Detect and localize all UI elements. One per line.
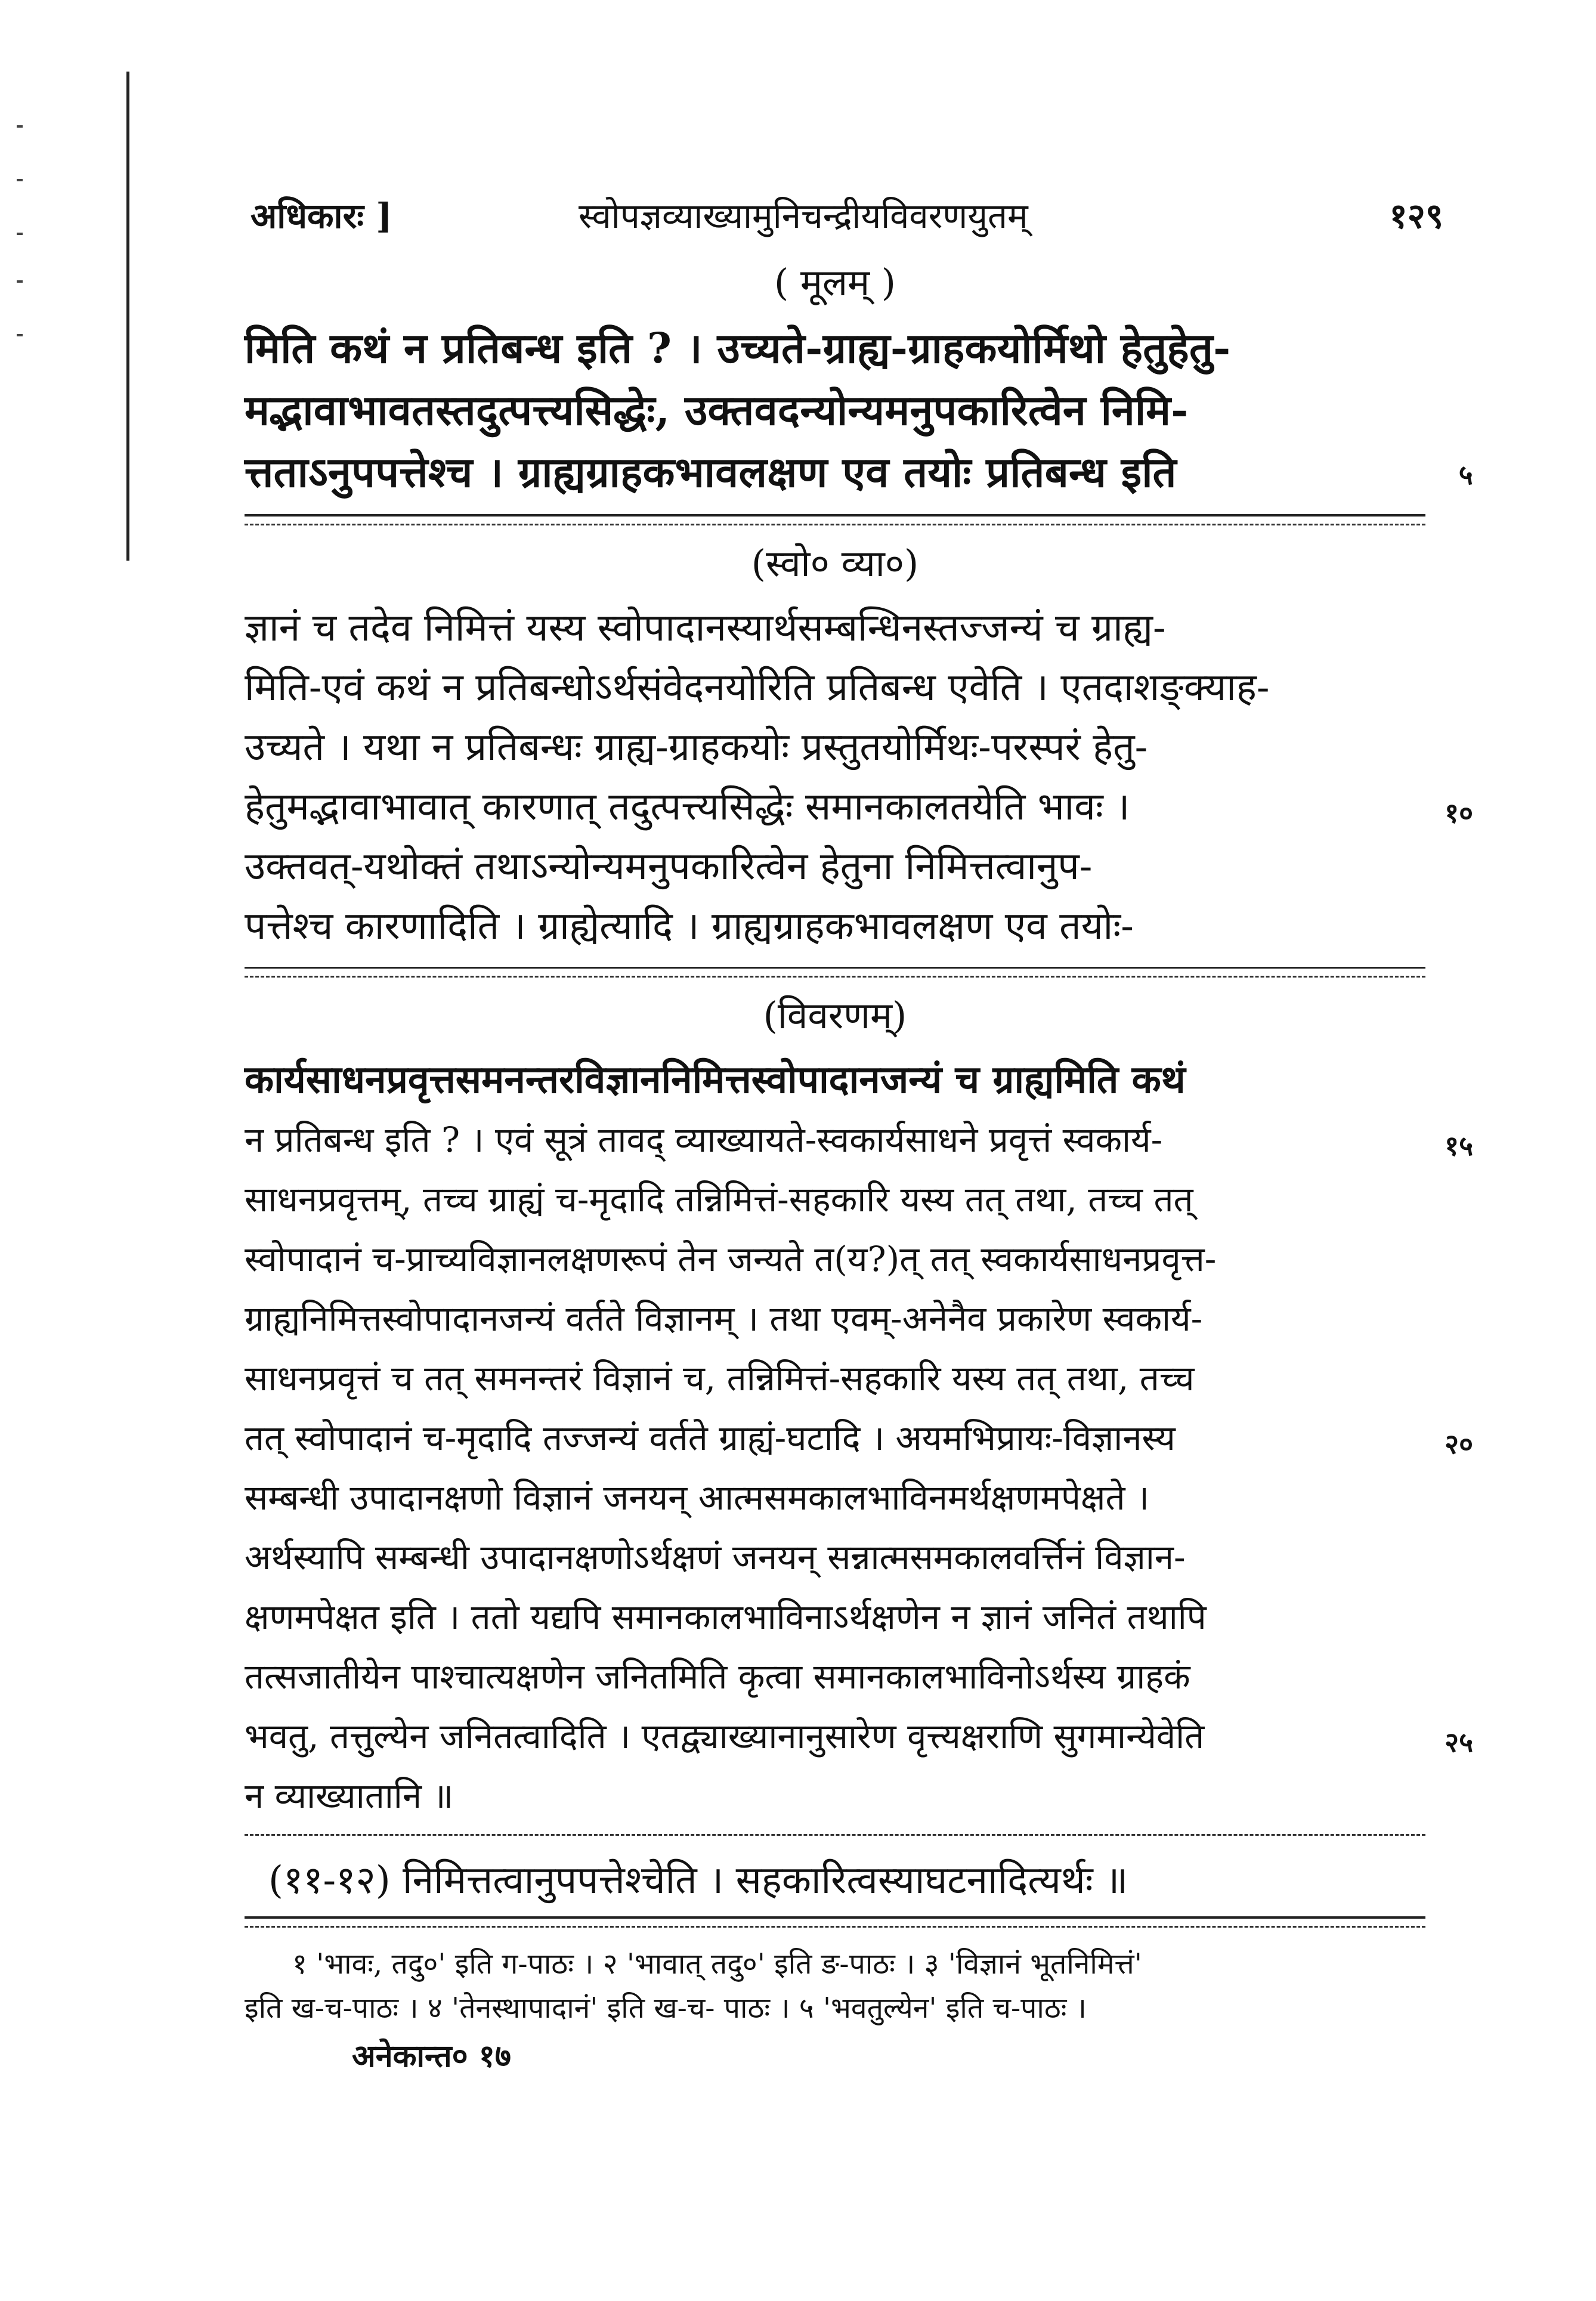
section-divider-dotted [245, 524, 1425, 525]
margin-mark [17, 334, 23, 336]
signature-mark: अनेकान्त० १७ [352, 2038, 511, 2074]
text-line: क्षणमपेक्षत इति । ततो यद्यपि समानकालभाविनाऽर्थक्षणेन न ज्ञानं जनितं तथापि [245, 1597, 1207, 1637]
text-line: ग्राह्यनिमित्तस्वोपादानजन्यं वर्तते विज्ञानम् । तथा एवम्-अनेनैव प्रकारेण स्वकार्य- [245, 1298, 1203, 1339]
line-number: १० [1445, 797, 1473, 829]
text-line [245, 1110, 1473, 1170]
margin-mark [17, 179, 23, 181]
page-number: १२९ [1389, 196, 1443, 236]
book-title: स्वोपज्ञव्याख्यामुनिचन्द्रीयविवरणयुतम् [579, 196, 1028, 236]
footnote-divider [245, 1916, 1425, 1919]
text-line: मिति कथं न प्रतिबन्ध इति ? । उच्यते-ग्राह्य-ग्राहकयोर्मिथो हेतुहेतु- [245, 323, 1231, 373]
line-number: १५ [1445, 1130, 1473, 1162]
line-number: २५ [1445, 1726, 1473, 1758]
text-line: साधनप्रवृत्तं च तत् समनन्तरं विज्ञानं च, तन्निमित्तं-सहकारि यस्य तत् तथा, तच्च [245, 1358, 1195, 1399]
text-line: उच्यते । यथा न प्रतिबन्धः ग्राह्य-ग्राहकयोः प्रस्तुतयोर्मिथः-परस्परं हेतु- [245, 725, 1148, 769]
line-text: भवतु, तत्तुल्येन जनितत्वादिति । एतद्व्याख्यानानुसारेण वृत्त्यक्षराणि सुगमान्येवेति [245, 1716, 1205, 1756]
text-line: साधनप्रवृत्तम्, तच्च ग्राह्यं च-मृदादि तन्निमित्तं-सहकारि यस्य तत् तथा, तच्च तत् [245, 1179, 1193, 1220]
margin-mark [17, 280, 23, 283]
text-line [245, 441, 1473, 503]
section-divider-dotted [245, 1834, 1425, 1836]
page [245, 179, 1473, 2076]
footnote-line: १ 'भावः, तदु०' इति ग-पाठः । २ 'भावात् तदु०' इति ङ-पाठः । ३ 'विज्ञानं भूतनिमित्तं' [292, 1947, 1142, 1981]
line-text: त्तताऽनुपपत्तेश्च । ग्राह्यग्राहकभावलक्षण एव तयोः प्रतिबन्ध इति [245, 447, 1177, 497]
vivarana-text [245, 1050, 1473, 1826]
footnote-divider-dotted [245, 1926, 1425, 1928]
margin-mark [17, 125, 23, 128]
line-text: हेतुमद्भावाभावात् कारणात् तदुत्पत्त्यसिद्धेः समानकालतयेति भावः । [245, 785, 1130, 829]
line-text: तत् स्वोपादानं च-मृदादि तज्जन्यं वर्तते ग्राह्यं-घटादि । अयमभिप्रायः-विज्ञानस्य [245, 1418, 1176, 1458]
text-line: स्वोपादानं च-प्राच्यविज्ञानलक्षणरूपं तेन जन्यते त(य?)त् तत् स्वकार्यसाधनप्रवृत्त- [245, 1239, 1217, 1279]
text-line: ज्ञानं च तदेव निमित्तं यस्य स्वोपादानस्यार्थसम्बन्धिनस्तज्जन्यं च ग्राह्य- [245, 606, 1166, 650]
margin-rule [126, 72, 129, 561]
mula-text [245, 317, 1473, 503]
vivarana-heading: (विवरणम्) [763, 994, 907, 1037]
text-line [245, 1706, 1473, 1766]
text-line: मिति-एवं कथं न प्रतिबन्धोऽर्थसंवेदनयोरिति प्रतिबन्ध एवेति । एतदाशङ्क्याह- [245, 666, 1270, 710]
section-divider [245, 967, 1425, 969]
reference-note: (११-१२) निमित्तत्वानुपपत्तेश्चेति । सहकारित्वस्याघटनादित्यर्थः ॥ [268, 1858, 1128, 1903]
line-text: न प्रतिबन्ध इति ? । एवं सूत्रं तावद् व्याख्यायते-स्वकार्यसाधने प्रवृत्तं स्वकार्य- [245, 1119, 1163, 1160]
footnotes [245, 1942, 1425, 2030]
text-line: उक्तवत्-यथोक्तं तथाऽन्योन्यमनुपकारित्वेन हेतुना निमित्तत्वानुप- [245, 845, 1093, 889]
vyakhya-text [245, 598, 1473, 956]
text-line: तत्सजातीयेन पाश्चात्यक्षणेन जनितमिति कृत्वा समानकालभाविनोऽर्थस्य ग्राहकं [245, 1656, 1190, 1697]
vyakhya-heading: (स्वो० व्या०) [751, 542, 919, 585]
footnote-line: इति ख-च-पाठः । ४ 'तेनस्थापादानं' इति ख-च- पाठः । ५ 'भवतुल्येन' इति च-पाठः । [245, 1991, 1087, 2025]
text-line [245, 777, 1473, 837]
line-number: २० [1445, 1428, 1473, 1460]
text-line: मद्भावाभावतस्तदुत्पत्त्यसिद्धेः, उक्तवदन्योन्यमनुपकारित्वेन निमि- [245, 385, 1189, 435]
text-line: सम्बन्धी उपादानक्षणो विज्ञानं जनयन् आत्मसमकालभाविनमर्थक्षणमपेक्षते । [245, 1477, 1149, 1518]
text-line: कार्यसाधनप्रवृत्तसमनन्तरविज्ञाननिमित्तस्वोपादानजन्यं च ग्राह्यमिति कथं [245, 1057, 1186, 1102]
running-head [245, 179, 1443, 245]
section-divider [245, 514, 1425, 517]
mula-heading: ( मूलम् ) [774, 261, 896, 304]
text-line: न व्याख्यातानि ॥ [245, 1776, 454, 1816]
text-line: पत्तेश्च कारणादिति । ग्राह्येत्यादि । ग्राह्यग्राहकभावलक्षण एव तयोः- [245, 904, 1134, 948]
line-number: ५ [1458, 459, 1473, 491]
chapter-label: अधिकारः ] [250, 196, 392, 236]
text-line: अर्थस्यापि सम्बन्धी उपादानक्षणोऽर्थक्षणं जनयन् सन्नात्मसमकालवर्त्तिनं विज्ञान- [245, 1537, 1186, 1578]
section-divider-dotted [245, 976, 1425, 978]
margin-mark [17, 233, 23, 235]
text-line [245, 1408, 1473, 1468]
